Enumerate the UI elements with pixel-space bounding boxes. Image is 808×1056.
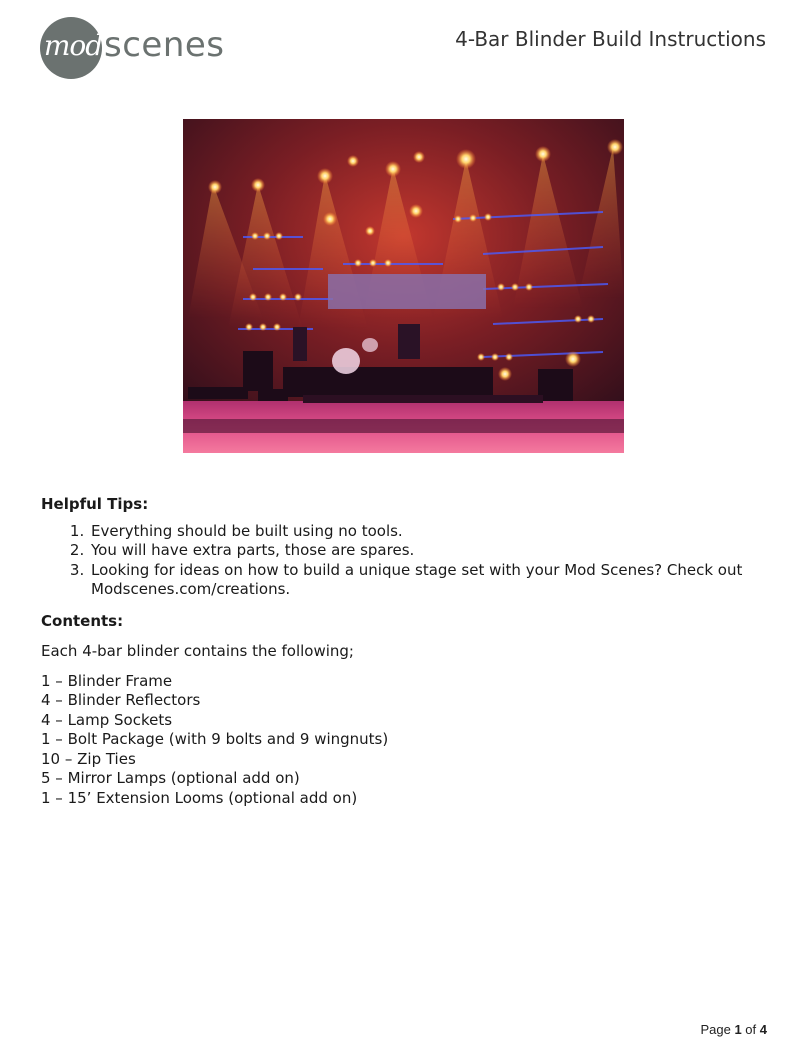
contents-heading: Contents: (41, 611, 124, 630)
logo-scenes-text: scenes (104, 25, 225, 65)
helpful-tips-list (41, 522, 771, 600)
contents-item: 4 – Lamp Sockets (41, 710, 173, 729)
stage-lighting-photo (183, 119, 624, 453)
logo-mod-text: mod (43, 29, 103, 62)
contents-list (41, 672, 771, 809)
contents-item: 5 – Mirror Lamps (optional add on) (41, 769, 300, 787)
contents-item: 10 – Zip Ties (41, 749, 136, 768)
helpful-tips-heading: Helpful Tips: (41, 495, 149, 513)
contents-item: 1 – 15’ Extension Looms (optional add on) (41, 788, 358, 807)
contents-item: 1 – Bolt Package (with 9 bolts and 9 wingnuts) (41, 730, 389, 748)
instructions-content (41, 495, 771, 808)
page-total: 4 (759, 1022, 767, 1037)
tip-item: 1. Everything should be built using no tools. (89, 522, 771, 542)
tip-item: 2. You will have extra parts, those are spares. (89, 541, 771, 561)
document-title: 4-Bar Blinder Build Instructions (455, 27, 766, 51)
modscenes-logo (40, 17, 230, 79)
tip-item: 3. Looking for ideas on how to build a unique stage set with your Mod Scenes? Check out Modscenes.com/creations. (89, 561, 771, 600)
contents-item: 4 – Blinder Reflectors (41, 691, 201, 709)
contents-intro: Each 4-bar blinder contains the following; (41, 642, 354, 660)
page-label: Page (700, 1022, 731, 1037)
contents-item: 1 – Blinder Frame (41, 671, 173, 690)
page-of: of (745, 1022, 757, 1037)
page-current: 1 (734, 1022, 742, 1037)
page-number (700, 1022, 767, 1037)
